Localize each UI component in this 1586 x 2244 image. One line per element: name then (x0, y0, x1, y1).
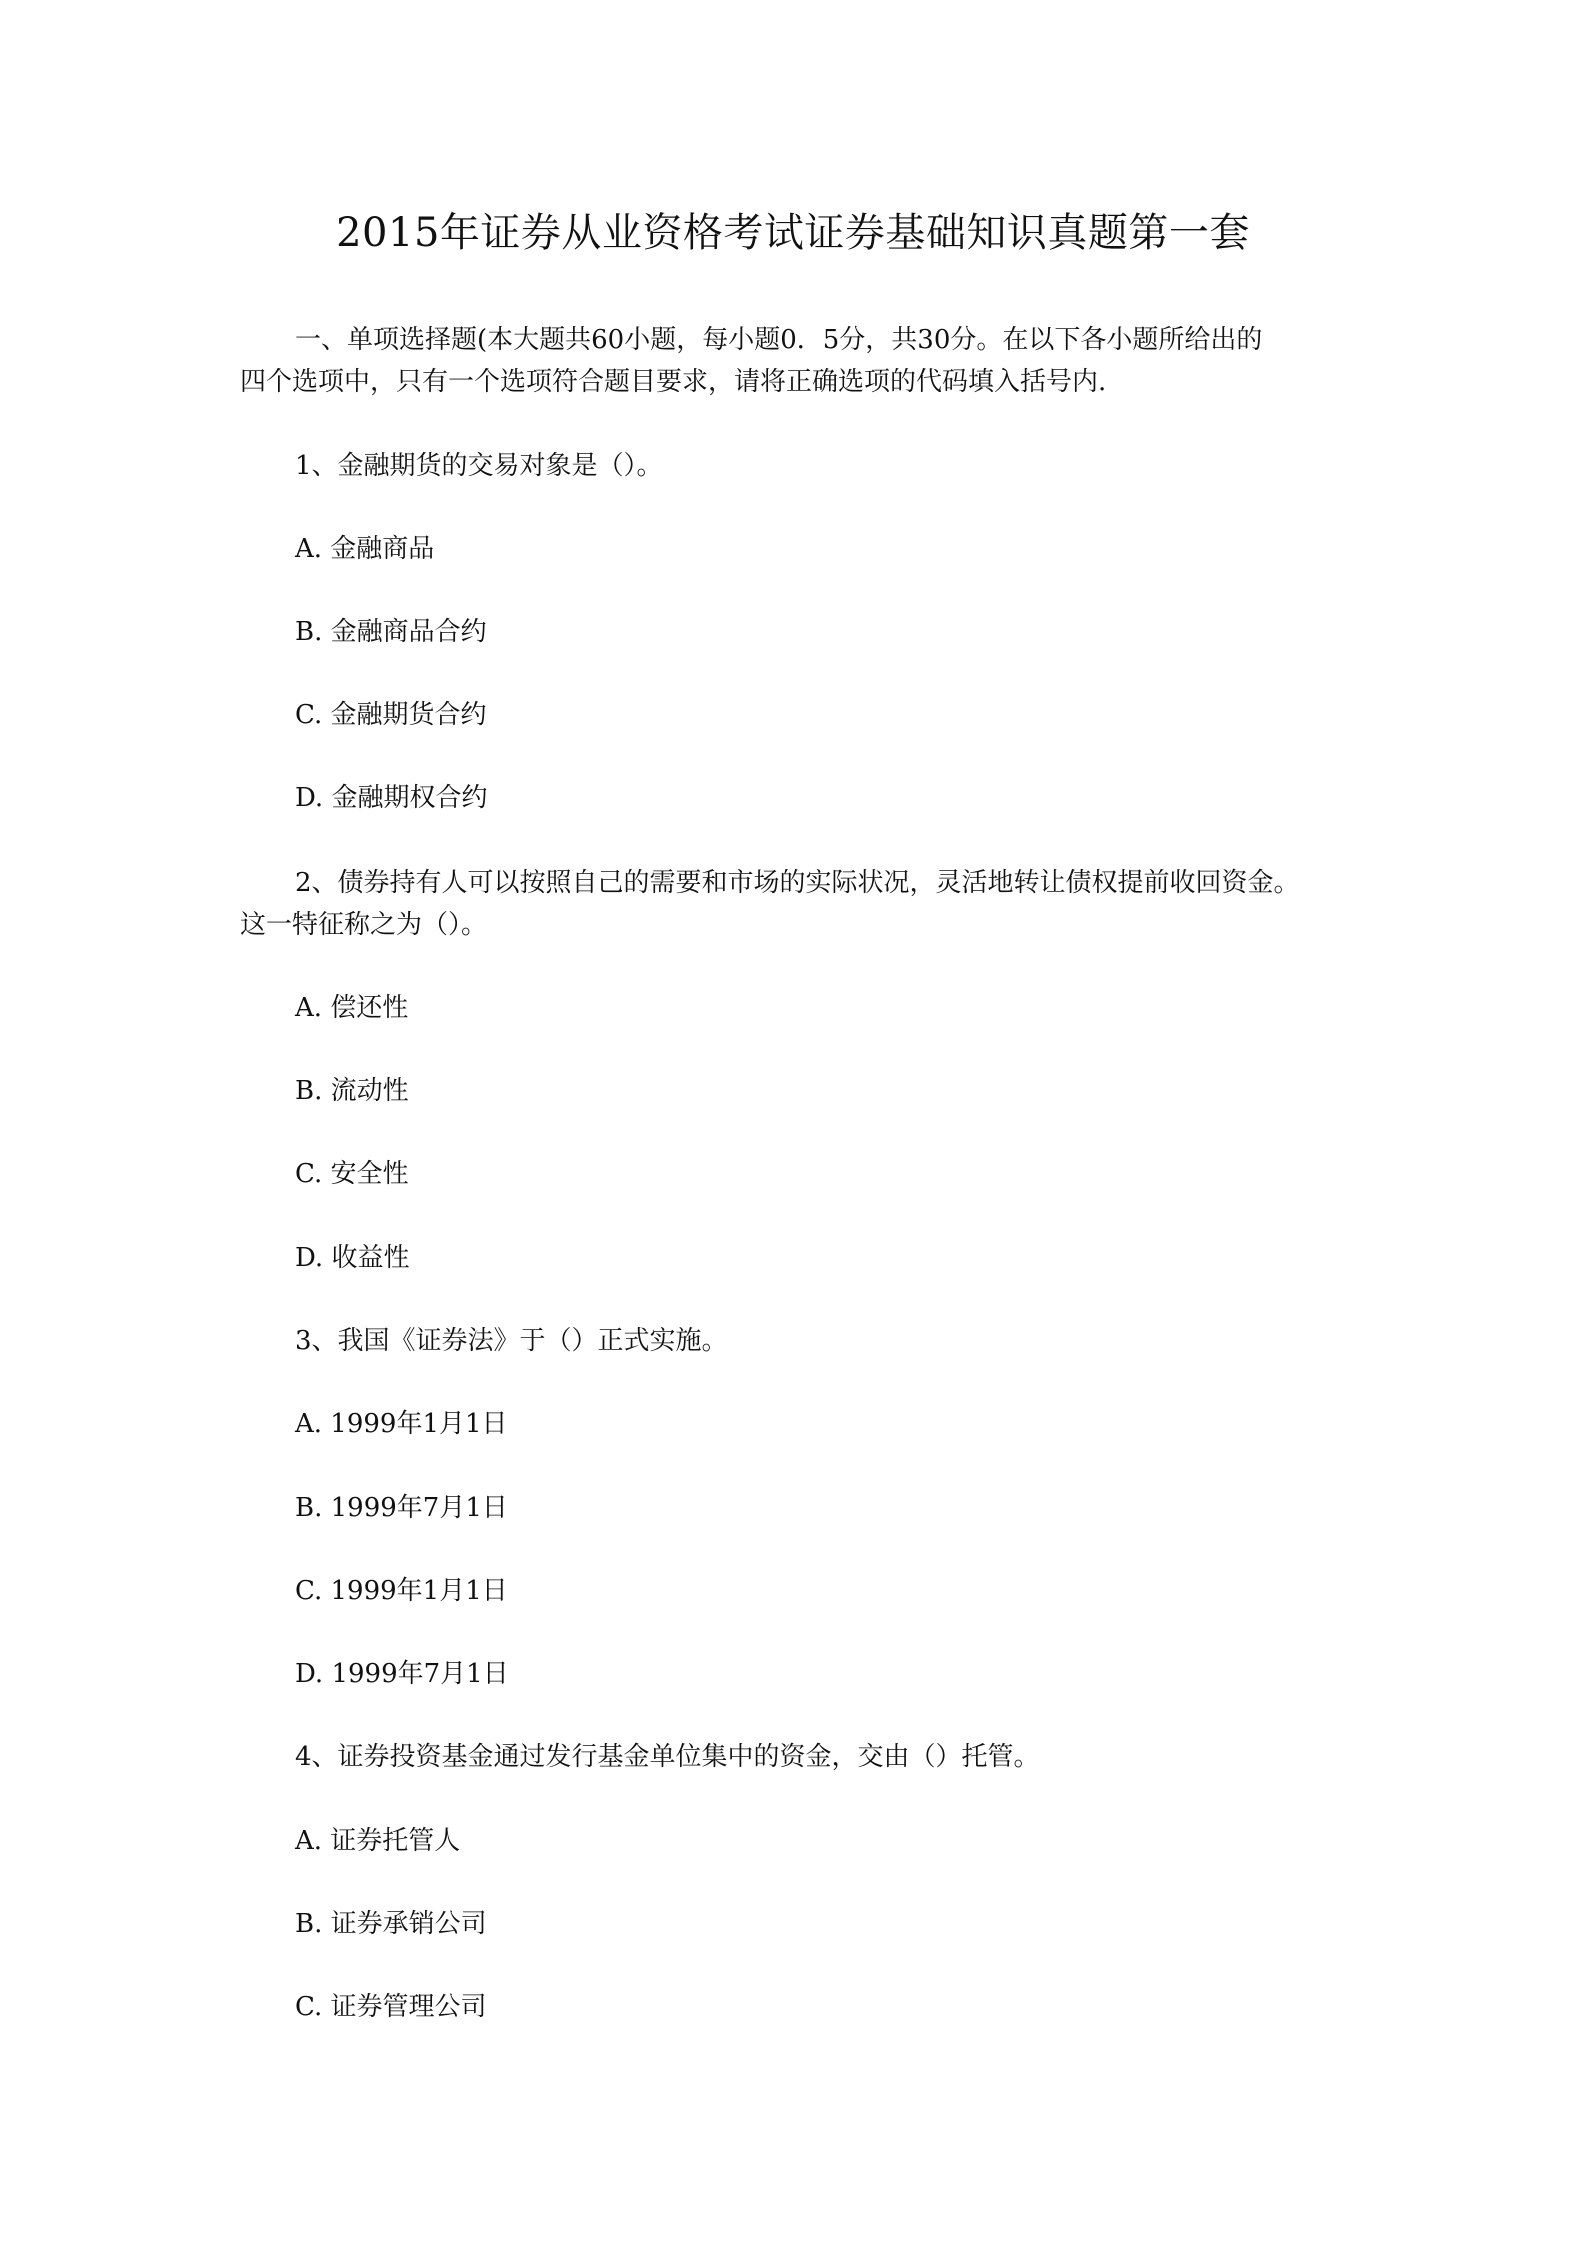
question-2-option-a: A. 偿还性 (295, 993, 409, 1023)
question-3-option-a: A. 1999年1月1日 (295, 1409, 508, 1439)
question-3-option-d: D. 1999年7月1日 (295, 1659, 509, 1689)
question-2-option-b: B. 流动性 (295, 1076, 409, 1106)
question-1-option-d: D. 金融期权合约 (295, 783, 488, 813)
question-3-option-c: C. 1999年1月1日 (295, 1576, 508, 1606)
question-4-stem: 4、证券投资基金通过发行基金单位集中的资金，交由（）托管。 (295, 1742, 1040, 1772)
question-2-option-c: C. 安全性 (295, 1159, 409, 1189)
question-1-option-a: A. 金融商品 (295, 534, 435, 564)
question-1-option-b: B. 金融商品合约 (295, 617, 487, 647)
question-2-option-d: D. 收益性 (295, 1243, 410, 1273)
question-2-stem-line-2: 这一特征称之为（）。 (240, 910, 488, 940)
question-3-option-b: B. 1999年7月1日 (295, 1493, 508, 1523)
question-3-stem: 3、我国《证券法》于（）正式实施。 (295, 1326, 728, 1356)
question-4-option-c: C. 证券管理公司 (295, 1992, 487, 2022)
question-4-option-a: A. 证券托管人 (295, 1826, 461, 1856)
document-title: 2015年证券从业资格考试证券基础知识真题第一套 (336, 210, 1250, 256)
section-intro-line-2: 四个选项中，只有一个选项符合题目要求，请将正确选项的代码填入括号内. (240, 367, 1107, 397)
question-4-option-b: B. 证券承销公司 (295, 1909, 487, 1939)
question-1-stem: 1、金融期货的交易对象是（）。 (295, 451, 663, 481)
question-2-stem-line-1: 2、债券持有人可以按照自己的需要和市场的实际状况，灵活地转让债权提前收回资金。 (295, 868, 1300, 898)
section-intro-line-1: 一、单项选择题(本大题共60小题，每小题0．5分，共30分。在以下各小题所给出的 (295, 325, 1263, 355)
question-1-option-c: C. 金融期货合约 (295, 700, 487, 730)
